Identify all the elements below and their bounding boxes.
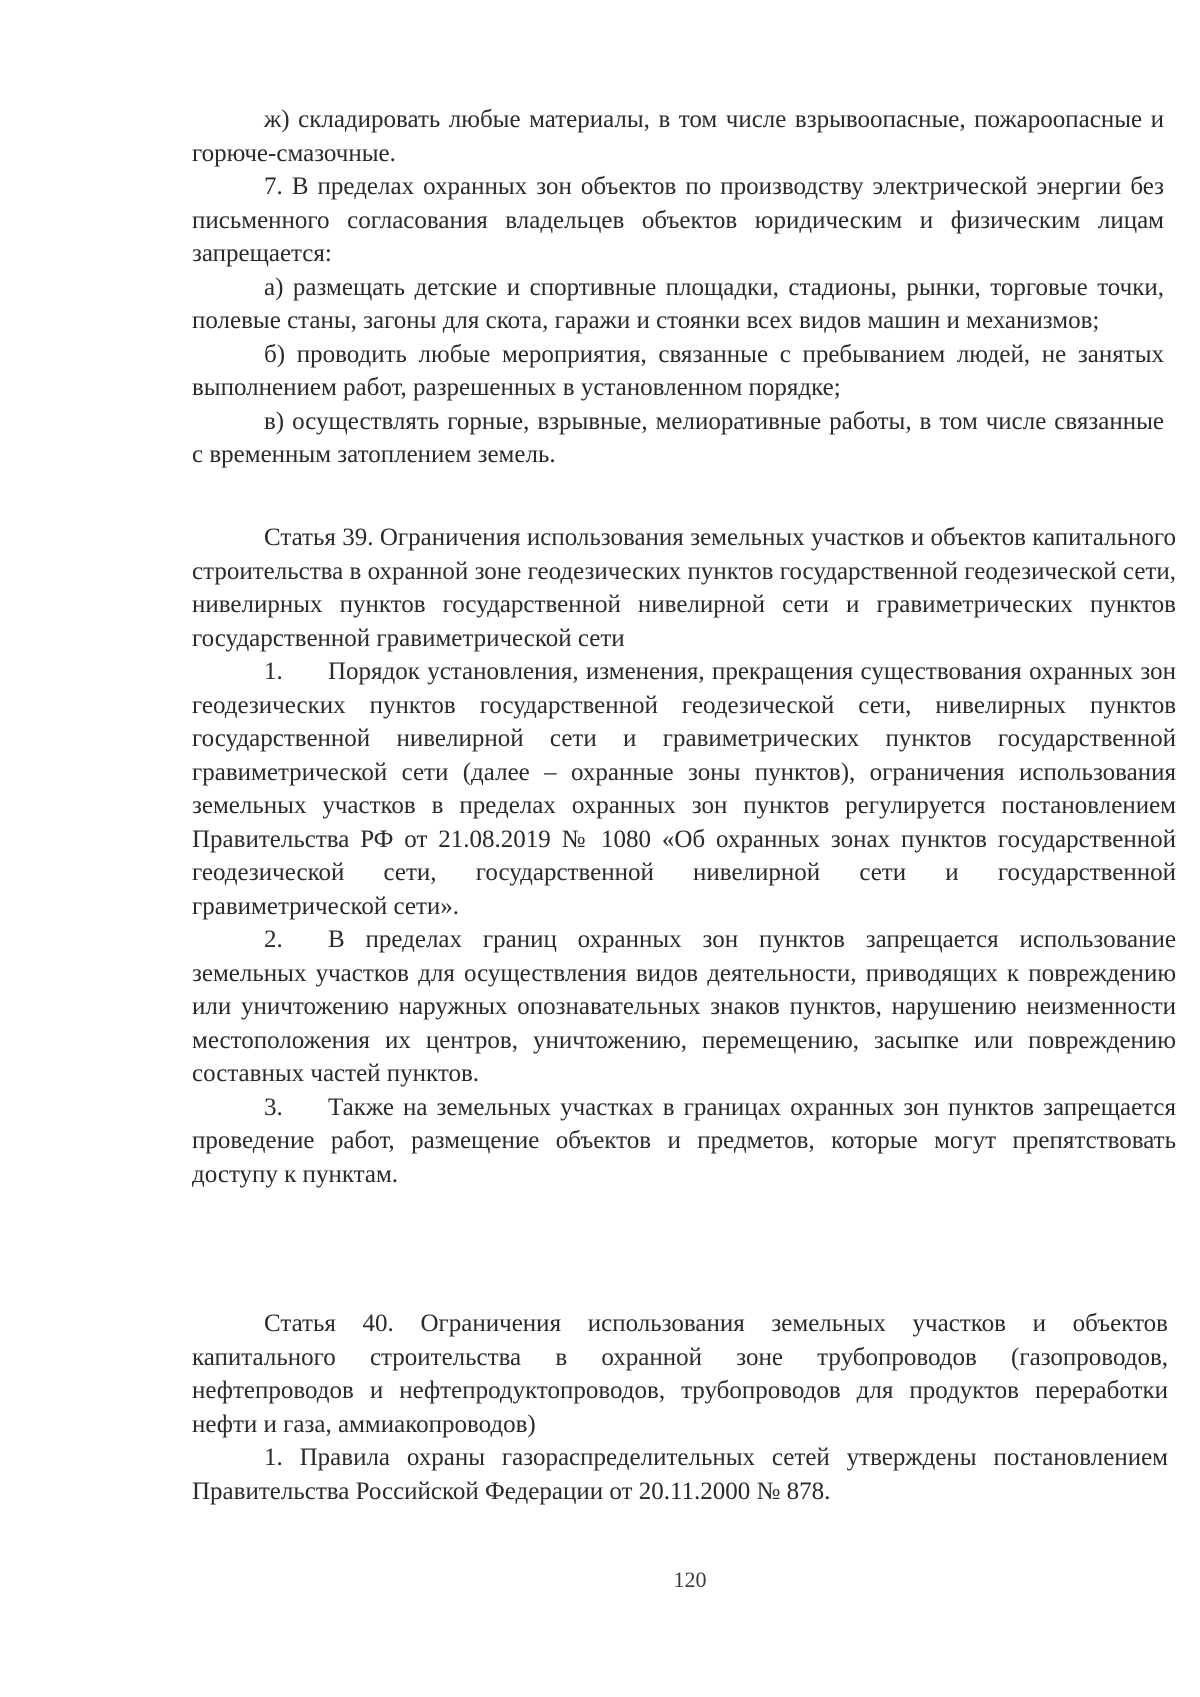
item-text: Порядок установления, изменения, прекращения существования охранных зон геодезических пунктов государственной геодезической сети, нивелирных пунктов государственной нивелирной сети и гравиметрических пунктов государственной гравиметрической сети (далее – охранные зоны пунктов), ограничения использования земельных участков в пределах охранных зон пунктов регулируется постановлением Правительства РФ от 21.08.2019 № 1080 «Об охранных зонах пунктов государственной геодезической сети, государственной нивелирной сети и государственной гравиметрической сети». [192, 658, 1176, 920]
page-number: 120 [673, 1567, 707, 1592]
paragraph-item-zh: ж) складировать любые материалы, в том числе взрывоопасные, пожароопасные и горюче-смазочные. [192, 106, 1164, 167]
article-39-item-3 [192, 1091, 1176, 1192]
item-number: 2. [264, 926, 283, 953]
paragraph-item-v: в) осуществлять горные, взрывные, мелиоративные работы, в том числе связанные с временным затоплением земель. [192, 407, 1164, 468]
paragraph-item-7: 7. В пределах охранных зон объектов по производству электрической энергии без письменного согласования владельцев объектов юридическим и физическим лицам запрещается: [192, 173, 1164, 267]
text-block-restrictions [192, 103, 1164, 472]
item-text: Также на земельных участках в границах охранных зон пунктов запрещается проведение работ, размещение объектов и предметов, которые могут препятствовать доступу к пунктам. [192, 1093, 1176, 1188]
item-text: В пределах границ охранных зон пунктов запрещается использование земельных участков для осуществления видов деятельности, приводящих к повреждению или уничтожению наружных опознавательных знаков пунктов, нарушению неизменности местоположения их центров, уничтожению, перемещению, засыпке или повреждению составных частей пунктов. [192, 926, 1176, 1087]
article-39-heading: Статья 39. Ограничения использования земельных участков и объектов капитального строительства в охранной зоне геодезических пунктов государственной геодезической сети, нивелирных пунктов государственной нивелирной сети и гравиметрических пунктов государственной гравиметрической сети [192, 524, 1176, 652]
item-number: 1. [264, 658, 283, 685]
article-39-item-1 [192, 655, 1176, 923]
paragraph-item-a: а) размещать детские и спортивные площадки, стадионы, рынки, торговые точки, полевые станы, загоны для скота, гаражи и стоянки всех видов машин и механизмов; [192, 273, 1164, 334]
paragraph-item-b: б) проводить любые мероприятия, связанные с пребыванием людей, не занятых выполнением работ, разрешенных в установленном порядке; [192, 340, 1164, 401]
article-40-item-1: 1. Правила охраны газораспределительных сетей утверждены постановлением Правительства Российской Федерации от 20.11.2000 № 878. [192, 1444, 1168, 1505]
item-number: 3. [264, 1093, 283, 1121]
article-39-item-2 [192, 923, 1176, 1091]
article-40 [192, 1307, 1168, 1508]
article-40-heading: Статья 40. Ограничения использования земельных участков и объектов капитального строительства в охранной зоне трубопроводов (газопроводов, нефтепроводов и нефтепродуктопроводов, трубопроводов для продуктов переработки нефти и газа, аммиакопроводов) [192, 1310, 1168, 1438]
article-39 [192, 521, 1176, 1191]
